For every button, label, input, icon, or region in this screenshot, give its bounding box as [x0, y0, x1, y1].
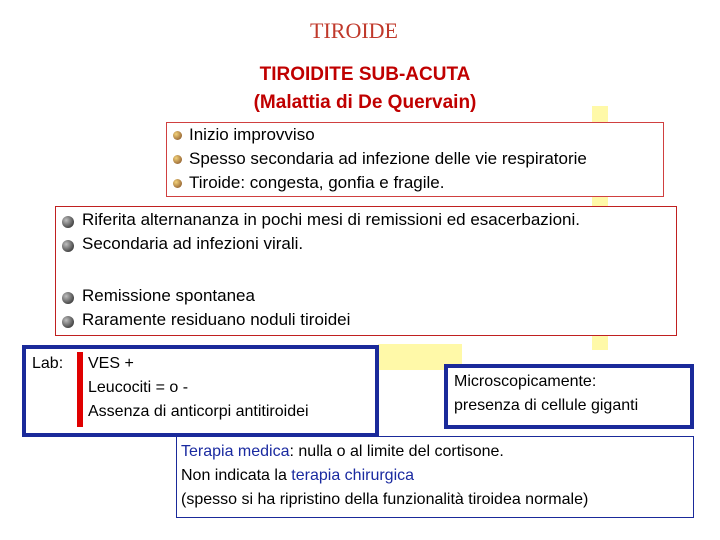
therapy-surgical-label: terapia chirurgica — [291, 467, 415, 484]
subtitle-eponym: (Malattia di De Quervain) — [253, 92, 477, 113]
lab-box — [22, 345, 379, 437]
bullet-icon — [62, 216, 74, 228]
microscopy-line: presenza di cellule giganti — [454, 397, 639, 414]
lab-red-bar — [77, 352, 83, 427]
therapy-line-3: (spesso si ha ripristino della funzionalità tiroidea normale) — [181, 491, 589, 508]
therapy-line-2 — [181, 467, 414, 485]
microscopy-line: Microscopicamente: — [454, 373, 597, 390]
course-item: Secondaria ad infezioni virali. — [82, 234, 304, 253]
symptom-item: Tiroide: congesta, gonfia e fragile. — [189, 173, 445, 192]
bullet-icon — [173, 155, 182, 164]
lab-item: Leucociti = o - — [88, 379, 189, 396]
therapy-medical-label: Terapia medica — [181, 443, 290, 460]
lab-item: VES + — [88, 355, 134, 372]
bullet-icon — [173, 179, 182, 188]
bullet-icon — [62, 240, 74, 252]
microscopy-box — [444, 364, 694, 429]
therapy-medical-text: : nulla o al limite del cortisone. — [289, 443, 504, 460]
therapy-line-1 — [181, 443, 504, 461]
course-item: Remissione spontanea — [82, 286, 255, 305]
course-box — [55, 206, 677, 336]
bullet-icon — [62, 316, 74, 328]
lab-label: Lab: — [32, 355, 64, 372]
course-item: Raramente residuano noduli tiroidei — [82, 310, 351, 329]
lab-item: Assenza di anticorpi antitiroidei — [88, 403, 309, 420]
page-title: TIROIDE — [310, 18, 398, 43]
symptoms-box — [166, 122, 664, 197]
therapy-surgical-prefix: Non indicata la — [181, 467, 292, 484]
symptom-item: Inizio improvviso — [189, 125, 315, 144]
symptom-item: Spesso secondaria ad infezione delle vie respiratorie — [189, 149, 587, 168]
course-item: Riferita alternananza in pochi mesi di remissioni ed esacerbazioni. — [82, 210, 580, 229]
bullet-icon — [62, 292, 74, 304]
therapy-box — [176, 436, 694, 518]
subtitle-disease: TIROIDITE SUB-ACUTA — [259, 64, 471, 85]
bullet-icon — [173, 131, 182, 140]
